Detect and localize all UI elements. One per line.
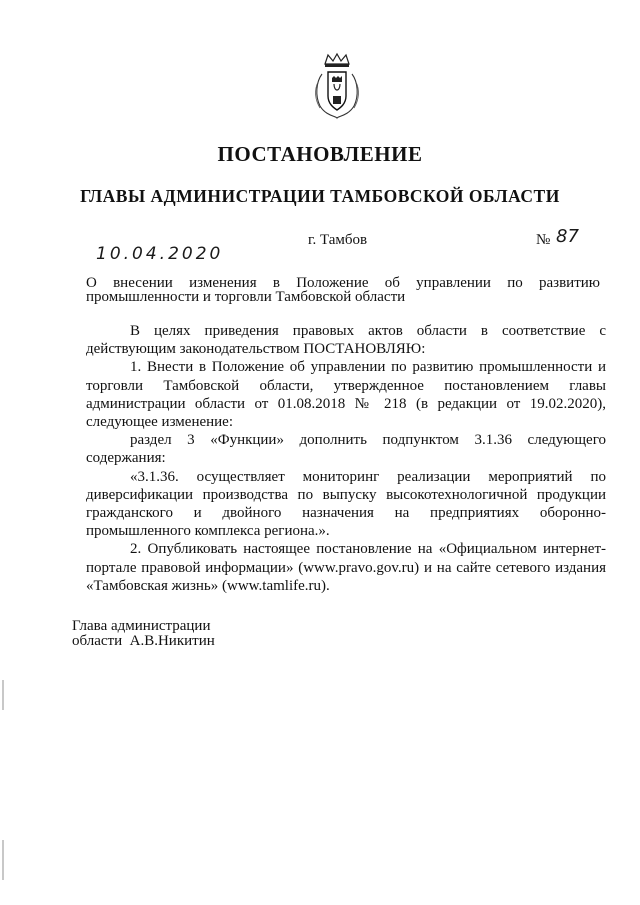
- document-body: [86, 322, 606, 595]
- paragraph-preamble: В целях приведения правовых актов области в соответствие с действующим законодательством ПОСТАНОВЛЯЮ:: [86, 323, 606, 358]
- paragraph-item-1: 1. Внести в Положение об управлении по развитию промышленности и торговли Тамбовской области, утвержденное постановлением главы администрации области от 01.08.2018 № 218 (в редакции от 19.02.2020), следующее изменение:: [86, 359, 606, 431]
- paragraph-quote-3-1-36: «3.1.36. осуществляет мониторинг реализации мероприятий по диверсификации производства по выпуску высокотехнологичной продукции гражданского и двойного назначения на предприятиях оборонно-промышленного комплекса региона.».: [86, 468, 606, 540]
- paragraph-item-2: 2. Опубликовать настоящее постановление на «Официальном интернет-портале правовой информации» (www.pravo.gov.ru) и на сайте сетевого издания «Тамбовская жизнь» (www.tamlife.ru).: [86, 541, 606, 594]
- paragraph-section-3: раздел 3 «Функции» дополнить подпунктом 3.1.36 следующего содержания:: [86, 432, 606, 467]
- signature-name: области А.В.Никитин: [72, 633, 215, 649]
- document-subject: О внесении изменения в Положение об управлении по развитию промышленности и торговли Тамбовской области: [86, 275, 600, 305]
- document-title: ПОСТАНОВЛЕНИЕ: [217, 142, 423, 166]
- city: г. Тамбов: [308, 232, 368, 248]
- number-label: №: [536, 232, 551, 248]
- signature-block: [72, 619, 215, 649]
- scan-edge-mark: [2, 680, 4, 710]
- document-subtitle: ГЛАВЫ АДМИНИСТРАЦИИ ТАМБОВСКОЙ ОБЛАСТИ: [80, 186, 560, 206]
- signature-position: Глава администрации: [72, 618, 211, 634]
- handwritten-date: 10.04.2020: [96, 244, 224, 264]
- coat-of-arms-icon: [312, 52, 362, 120]
- handwritten-number: 87: [556, 226, 579, 247]
- scan-edge-mark: [2, 840, 4, 880]
